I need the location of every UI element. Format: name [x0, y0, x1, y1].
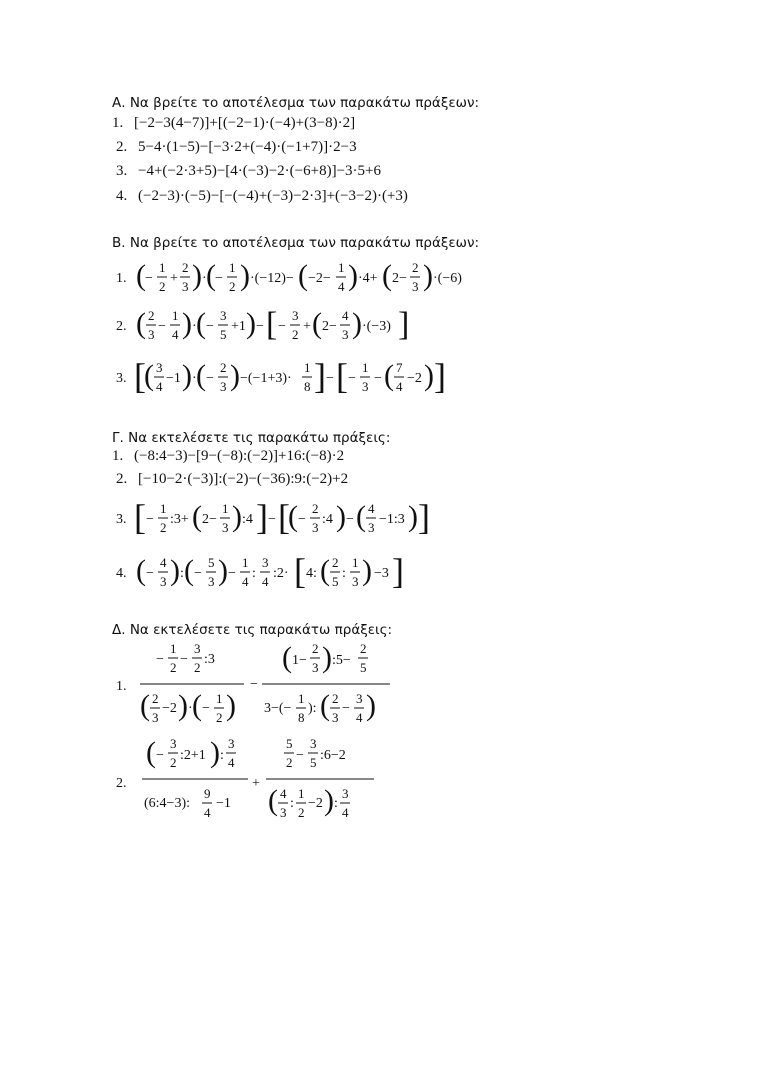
svg-text:−2: −2 [407, 371, 422, 386]
svg-text::: : [220, 748, 224, 763]
svg-text:2: 2 [216, 710, 223, 725]
svg-text:2: 2 [170, 660, 177, 675]
svg-text:3: 3 [182, 279, 189, 294]
svg-text::6−2: :6−2 [320, 748, 346, 763]
svg-text:(: ( [192, 500, 202, 533]
svg-text:4: 4 [160, 555, 167, 570]
svg-text:2: 2 [332, 555, 339, 570]
svg-text:4: 4 [356, 710, 363, 725]
svg-text:−: − [194, 566, 202, 581]
svg-text:(: ( [140, 689, 150, 722]
svg-text:4: 4 [342, 308, 349, 323]
svg-text:(: ( [384, 359, 394, 392]
svg-text:2: 2 [148, 308, 155, 323]
svg-text:−: − [180, 652, 188, 667]
svg-text:]: ] [398, 306, 410, 343]
svg-text:2: 2 [194, 660, 201, 675]
svg-text:−: − [228, 566, 236, 581]
svg-text:4: 4 [338, 279, 345, 294]
svg-text:+: + [170, 271, 178, 286]
svg-text:3: 3 [220, 308, 227, 323]
svg-text:5: 5 [310, 755, 317, 770]
svg-text:): ) [182, 359, 192, 392]
svg-text:1: 1 [304, 360, 311, 375]
svg-text:3: 3 [228, 736, 235, 751]
svg-text:3: 3 [332, 710, 339, 725]
svg-text:3: 3 [194, 641, 201, 656]
svg-text:(: ( [144, 359, 154, 392]
svg-text:1: 1 [222, 501, 229, 516]
svg-text:]: ] [434, 356, 446, 396]
svg-text:1: 1 [160, 501, 167, 516]
svg-text:): ) [348, 259, 358, 292]
svg-text:(: ( [184, 554, 194, 587]
svg-text:): ) [366, 689, 376, 722]
svg-text:[: [ [134, 356, 146, 396]
svg-text::4: :4 [322, 512, 333, 527]
section-b-item-2 [112, 302, 532, 348]
svg-text:−: − [158, 319, 166, 334]
svg-text:2: 2 [312, 501, 319, 516]
svg-text:2: 2 [152, 691, 159, 706]
svg-text:−2: −2 [162, 701, 177, 716]
svg-text:3: 3 [152, 710, 159, 725]
expression: [−10−2·(−3)]:(−2)−(−36):9:(−2)+2 [138, 471, 349, 487]
svg-text:]: ] [314, 356, 326, 396]
svg-text:1: 1 [242, 555, 249, 570]
svg-text:1: 1 [216, 691, 223, 706]
svg-text:−: − [296, 748, 304, 763]
svg-text:3−(−: 3−(− [264, 701, 292, 716]
svg-text:): ) [423, 259, 433, 292]
svg-text:9: 9 [204, 786, 211, 801]
svg-text:+1: +1 [231, 319, 246, 334]
svg-text:−: − [145, 271, 153, 286]
svg-text:·: · [192, 319, 197, 334]
svg-text:): ) [218, 554, 228, 587]
svg-text:): ) [232, 500, 242, 533]
svg-text:1: 1 [298, 691, 305, 706]
svg-text:−: − [348, 371, 356, 386]
svg-text:3: 3 [160, 574, 167, 589]
svg-text:−2−: −2− [308, 271, 331, 286]
svg-text:1: 1 [170, 641, 177, 656]
svg-text:): ) [424, 359, 434, 392]
svg-text:4:: 4: [306, 566, 317, 581]
svg-text:−: − [156, 652, 164, 667]
svg-text:3: 3 [412, 279, 419, 294]
svg-text:3: 3 [262, 555, 269, 570]
svg-text:3: 3 [156, 360, 163, 375]
svg-text:): ) [324, 784, 334, 817]
svg-text:8: 8 [298, 710, 305, 725]
svg-text:): ) [182, 307, 192, 340]
section-c-item-2: 2. [−10−2·(−3)]:(−2)−(−36):9:(−2)+2 [116, 471, 349, 487]
svg-text:2: 2 [312, 641, 319, 656]
svg-text:3: 3 [170, 736, 177, 751]
svg-text:): ) [226, 689, 236, 722]
svg-text:−: − [256, 319, 264, 334]
svg-text:·(−6): ·(−6) [433, 271, 462, 286]
svg-text:−2: −2 [308, 796, 323, 811]
svg-text:1.: 1. [116, 271, 127, 286]
svg-text:1−: 1− [292, 653, 307, 668]
svg-text:5: 5 [286, 736, 293, 751]
section-d-heading: Δ. Να εκτελέσετε τις παρακάτω πράξεις: [112, 622, 393, 638]
svg-text:−: − [215, 271, 223, 286]
section-c-item-3 [112, 493, 532, 543]
section-a-item-4: 4. (−2−3)·(−5)−[−(−4)+(−3)−2·3]+(−3−2)·(+3) [116, 188, 408, 204]
svg-text:−: − [146, 566, 154, 581]
svg-text:(: ( [196, 359, 206, 392]
svg-text:−: − [146, 512, 154, 527]
svg-text:): ) [246, 307, 256, 340]
svg-text:−: − [268, 512, 276, 527]
svg-text:4: 4 [396, 379, 403, 394]
expression: −4+(−2·3+5)−[4·(−3)−2·(−6+8)]−3·5+6 [138, 163, 381, 179]
expression: 5−4·(1−5)−[−3·2+(−4)·(−1+7)]·2−3 [138, 139, 357, 155]
svg-text:3.: 3. [116, 512, 127, 527]
svg-text:]: ] [256, 497, 268, 537]
svg-text:−1: −1 [216, 796, 231, 811]
svg-text:−: − [250, 677, 258, 692]
svg-text:(: ( [136, 259, 146, 292]
svg-text:2.: 2. [116, 776, 127, 791]
svg-text:·: · [188, 701, 193, 716]
svg-text:(: ( [146, 736, 156, 769]
svg-text:(: ( [282, 641, 292, 674]
svg-text:): ) [322, 641, 332, 674]
svg-text::2·: :2· [273, 566, 289, 581]
svg-text:(: ( [196, 307, 206, 340]
svg-text:): ) [170, 554, 180, 587]
svg-text:·4+: ·4+ [358, 271, 378, 286]
svg-text:2: 2 [298, 805, 305, 820]
svg-text::3: :3 [204, 652, 215, 667]
svg-text:2−: 2− [392, 271, 407, 286]
svg-text:[: [ [266, 306, 278, 343]
svg-text:(: ( [136, 554, 146, 587]
section-c-heading: Γ. Να εκτελέσετε τις παρακάτω πράξεις: [112, 430, 391, 446]
svg-text:·(−3): ·(−3) [362, 319, 391, 334]
svg-text:3: 3 [362, 379, 369, 394]
svg-text::: : [342, 566, 346, 581]
svg-text:4.: 4. [116, 566, 127, 581]
svg-text:5: 5 [208, 555, 215, 570]
svg-text:4: 4 [262, 574, 269, 589]
section-a-item-1: 1. [−2−3(4−7)]+[(−2−1)·(−4)+(3−8)·2] [112, 115, 356, 131]
svg-text:3: 3 [222, 520, 229, 535]
svg-text:1: 1 [172, 308, 179, 323]
svg-text:[: [ [294, 551, 306, 591]
svg-text::: : [290, 796, 294, 811]
svg-text:·: · [192, 371, 197, 386]
svg-text:1: 1 [362, 360, 369, 375]
svg-text:2: 2 [159, 279, 166, 294]
section-d-item-1 [112, 640, 532, 735]
svg-text:[: [ [278, 497, 290, 537]
svg-text:4: 4 [342, 805, 349, 820]
svg-text:3: 3 [148, 327, 155, 342]
svg-text:(: ( [288, 500, 298, 533]
svg-text:−: − [326, 371, 334, 386]
svg-text:−: − [156, 748, 164, 763]
svg-text:+: + [303, 319, 311, 334]
svg-text:−: − [278, 319, 286, 334]
svg-text:3: 3 [312, 660, 319, 675]
svg-text:−: − [202, 701, 210, 716]
svg-text:): ) [178, 689, 188, 722]
svg-text:2: 2 [220, 360, 227, 375]
svg-text:2: 2 [292, 327, 299, 342]
svg-text:2.: 2. [116, 319, 127, 334]
svg-text:[: [ [134, 497, 146, 537]
section-a-heading: Α. Να βρείτε το αποτέλεσμα των παρακάτω πράξεων: [112, 95, 480, 111]
svg-text:3: 3 [368, 520, 375, 535]
svg-text:3.: 3. [116, 371, 127, 386]
svg-text:1: 1 [159, 260, 166, 275]
svg-text:5: 5 [360, 660, 367, 675]
svg-text:): ) [230, 359, 240, 392]
svg-text:2: 2 [229, 279, 236, 294]
svg-text:1.: 1. [116, 679, 127, 694]
section-a-item-2: 2. 5−4·(1−5)−[−3·2+(−4)·(−1+7)]·2−3 [116, 139, 357, 155]
svg-text:+: + [252, 776, 260, 791]
svg-text:(: ( [192, 689, 202, 722]
svg-text:(: ( [136, 307, 146, 340]
svg-text:−: − [346, 512, 354, 527]
svg-text:2−: 2− [322, 319, 337, 334]
svg-text::5−: :5− [332, 653, 351, 668]
expression: (−2−3)·(−5)−[−(−4)+(−3)−2·3]+(−3−2)·(+3) [138, 188, 408, 204]
svg-text::: : [180, 566, 184, 581]
svg-text:4: 4 [156, 379, 163, 394]
svg-text:1: 1 [338, 260, 345, 275]
svg-text:1: 1 [229, 260, 236, 275]
svg-text:): ) [240, 259, 250, 292]
svg-text:−: − [298, 512, 306, 527]
section-d-item-2 [112, 735, 532, 830]
svg-text:3: 3 [292, 308, 299, 323]
svg-text:(: ( [298, 259, 308, 292]
svg-text:3: 3 [208, 574, 215, 589]
svg-text:): ) [210, 736, 220, 769]
svg-text:4: 4 [242, 574, 249, 589]
svg-text:2: 2 [332, 691, 339, 706]
svg-text:(6:4−3):: (6:4−3): [144, 796, 190, 811]
svg-text:(: ( [312, 307, 322, 340]
svg-text:5: 5 [220, 327, 227, 342]
svg-text:(: ( [268, 784, 278, 817]
svg-text:8: 8 [304, 379, 311, 394]
svg-text:3: 3 [352, 574, 359, 589]
svg-text:): ) [362, 554, 372, 587]
svg-text:]: ] [418, 497, 430, 537]
svg-text:2: 2 [412, 260, 419, 275]
svg-text:1: 1 [298, 786, 305, 801]
section-b-item-3 [112, 352, 532, 402]
svg-text:3: 3 [356, 691, 363, 706]
svg-text:5: 5 [332, 574, 339, 589]
svg-text:): ) [408, 500, 418, 533]
svg-text:3: 3 [280, 805, 287, 820]
svg-text:−: − [374, 371, 382, 386]
svg-text::3+: :3+ [170, 512, 189, 527]
svg-text:): ) [192, 259, 202, 292]
svg-text:−1:3: −1:3 [379, 512, 405, 527]
svg-text:2: 2 [160, 520, 167, 535]
svg-text:−: − [206, 371, 214, 386]
svg-text::: : [252, 566, 256, 581]
svg-text:(: ( [320, 689, 330, 722]
svg-text:4: 4 [368, 501, 375, 516]
svg-text:−(−1+3)·: −(−1+3)· [240, 371, 292, 386]
svg-text:2: 2 [286, 755, 293, 770]
svg-text:·: · [202, 271, 207, 286]
section-a-item-3: 3. −4+(−2·3+5)−[4·(−3)−2·(−6+8)]−3·5+6 [116, 163, 381, 179]
svg-text:·(−12)−: ·(−12)− [250, 271, 294, 286]
svg-text:(: ( [206, 259, 216, 292]
svg-text:3: 3 [220, 379, 227, 394]
svg-text:(: ( [356, 500, 366, 533]
svg-text:(: ( [382, 259, 392, 292]
svg-text::4: :4 [242, 512, 253, 527]
svg-text:3: 3 [310, 736, 317, 751]
svg-text:4: 4 [280, 786, 287, 801]
svg-text:2: 2 [170, 755, 177, 770]
svg-text:−1: −1 [166, 371, 181, 386]
svg-text:2: 2 [182, 260, 189, 275]
svg-text:1: 1 [352, 555, 359, 570]
section-b-heading: Β. Να βρείτε το αποτέλεσμα των παρακάτω πράξεων: [112, 235, 480, 251]
svg-text:4: 4 [172, 327, 179, 342]
svg-text:−: − [342, 701, 350, 716]
svg-text:): ) [336, 500, 346, 533]
svg-text:4: 4 [204, 805, 211, 820]
svg-text:): ) [352, 307, 362, 340]
expression: (−8:4−3)−[9−(−8):(−2)]+16:(−8)·2 [134, 448, 345, 464]
svg-text:4: 4 [228, 755, 235, 770]
svg-text::2+1: :2+1 [180, 748, 206, 763]
svg-text:[: [ [336, 356, 348, 396]
expression: [−2−3(4−7)]+[(−2−1)·(−4)+(3−8)·2] [134, 115, 356, 131]
svg-text:):: ): [308, 701, 317, 716]
section-b-item-1 [112, 255, 532, 299]
svg-text:3: 3 [342, 786, 349, 801]
svg-text:2−: 2− [202, 512, 217, 527]
svg-text:3: 3 [312, 520, 319, 535]
svg-text::: : [334, 796, 338, 811]
svg-text:7: 7 [396, 360, 403, 375]
svg-text:(: ( [320, 554, 330, 587]
svg-text:2: 2 [360, 641, 367, 656]
svg-text:3: 3 [342, 327, 349, 342]
section-c-item-4 [112, 547, 532, 597]
svg-text:−3: −3 [374, 566, 389, 581]
section-c-item-1: 1. (−8:4−3)−[9−(−8):(−2)]+16:(−8)·2 [112, 448, 345, 464]
svg-text:−: − [206, 319, 214, 334]
svg-text:]: ] [392, 551, 404, 591]
